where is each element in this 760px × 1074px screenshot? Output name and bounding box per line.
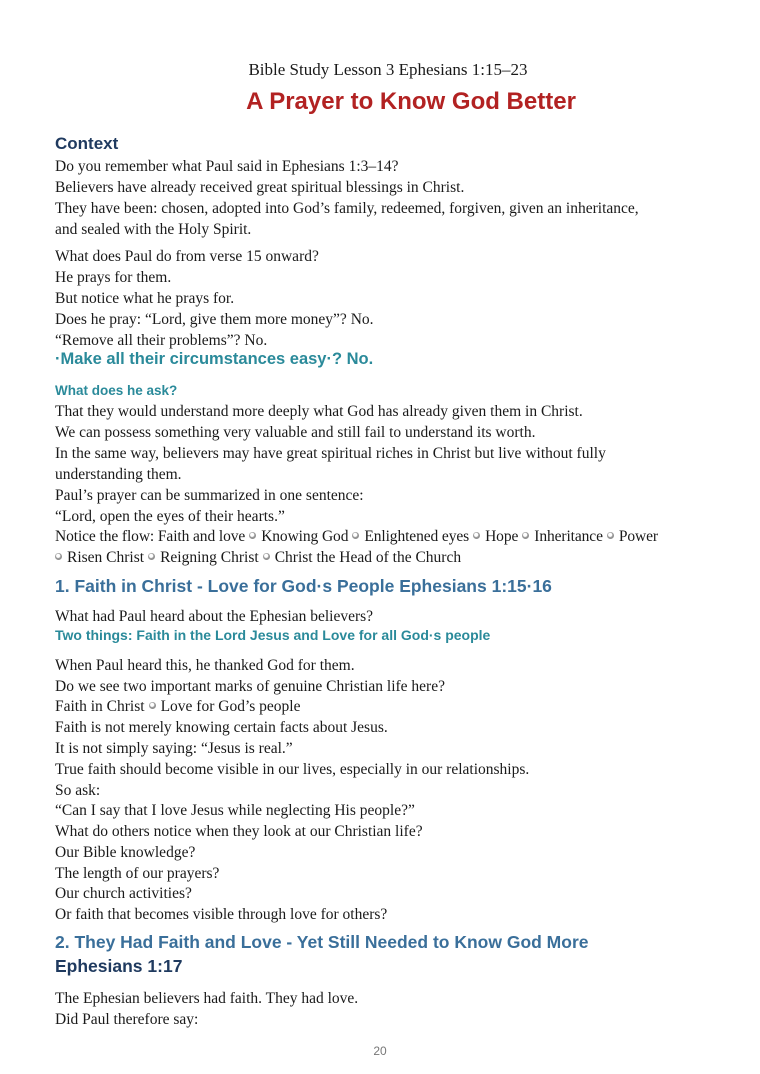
page-title: A Prayer to Know God Better bbox=[246, 88, 576, 115]
section1-line: When Paul heard this, he thanked God for them. bbox=[55, 657, 355, 674]
context-line: They have been: chosen, adopted into God’s family, redeemed, forgiven, given an inheritance, bbox=[55, 200, 639, 217]
section1-line: Faith is not merely knowing certain facts about Jesus. bbox=[55, 719, 388, 736]
section1-line: Do we see two important marks of genuine Christian life here? bbox=[55, 678, 445, 695]
flow-item: Enlightened eyes bbox=[364, 528, 470, 545]
bullet-icon bbox=[148, 553, 155, 560]
section2-line: The Ephesian believers had faith. They had love. bbox=[55, 990, 359, 1007]
ask-line: Paul’s prayer can be summarized in one sentence: bbox=[55, 487, 364, 504]
bullet-icon bbox=[263, 553, 270, 560]
context-line: Do you remember what Paul said in Ephesians 1:3–14? bbox=[55, 158, 399, 175]
section1-line: Or faith that becomes visible through love for others? bbox=[55, 906, 388, 923]
context-line: What does Paul do from verse 15 onward? bbox=[55, 248, 319, 265]
context-heading: Context bbox=[55, 134, 119, 153]
section1-line: The length of our prayers? bbox=[55, 865, 220, 882]
section1-answer: Two things: Faith in the Lord Jesus and Love for all God·s people bbox=[55, 627, 491, 643]
flow-line bbox=[55, 526, 658, 547]
section1-line: It is not simply saying: “Jesus is real.” bbox=[55, 740, 293, 757]
bullet-icon bbox=[473, 532, 480, 539]
section1-line: What do others notice when they look at our Christian life? bbox=[55, 823, 423, 840]
section1-line: True faith should become visible in our lives, especially in our relationships. bbox=[55, 761, 530, 778]
ask-line: That they would understand more deeply what God has already given them in Christ. bbox=[55, 403, 583, 420]
ask-line: “Lord, open the eyes of their hearts.” bbox=[55, 508, 285, 525]
bullet-icon bbox=[607, 532, 614, 539]
flow-item: Knowing God bbox=[261, 528, 349, 545]
bullet-icon bbox=[149, 702, 156, 709]
flow-item: Inheritance bbox=[534, 528, 603, 545]
flow-label: Notice the flow: Faith and love bbox=[55, 528, 246, 545]
flow-line bbox=[55, 547, 461, 568]
ask-heading: What does he ask? bbox=[55, 383, 178, 398]
context-line: Believers have already received great spiritual blessings in Christ. bbox=[55, 179, 465, 196]
context-line: But notice what he prays for. bbox=[55, 290, 235, 307]
section1-line: “Can I say that I love Jesus while neglecting His people?” bbox=[55, 802, 415, 819]
ask-line: We can possess something very valuable and still fail to understand its worth. bbox=[55, 424, 536, 441]
bullet-icon bbox=[522, 532, 529, 539]
flow-item: Power bbox=[618, 528, 658, 545]
section1-heading: 1. Faith in Christ - Love for God·s People Ephesians 1:15·16 bbox=[55, 576, 552, 596]
bullet-icon bbox=[352, 532, 359, 539]
pair-love: Love for God’s people bbox=[160, 698, 301, 715]
bullet-icon bbox=[55, 553, 62, 560]
flow-item: Christ the Head of the Church bbox=[274, 549, 462, 566]
flow-item: Risen Christ bbox=[67, 549, 145, 566]
section2-subheading: Ephesians 1:17 bbox=[55, 956, 183, 976]
lesson-subtitle: Bible Study Lesson 3 Ephesians 1:15–23 bbox=[248, 60, 528, 79]
bullet-icon bbox=[249, 532, 256, 539]
section2-heading: 2. They Had Faith and Love - Yet Still Needed to Know God More bbox=[55, 932, 589, 952]
context-line: and sealed with the Holy Spirit. bbox=[55, 221, 252, 238]
section1-line: Our church activities? bbox=[55, 885, 192, 902]
section1-line: Our Bible knowledge? bbox=[55, 844, 196, 861]
page-number: 20 bbox=[373, 1044, 387, 1058]
section1-question: What had Paul heard about the Ephesian believers? bbox=[55, 608, 374, 625]
context-line: “Remove all their problems”? No. bbox=[55, 332, 268, 349]
ask-line: In the same way, believers may have great spiritual riches in Christ but live without fully bbox=[55, 445, 606, 462]
flow-item: Hope bbox=[485, 528, 519, 545]
section1-pair bbox=[55, 696, 300, 717]
context-highlight: ·Make all their circumstances easy·? No. bbox=[55, 350, 374, 368]
section2-line: Did Paul therefore say: bbox=[55, 1011, 199, 1028]
context-line: Does he pray: “Lord, give them more money”? No. bbox=[55, 311, 374, 328]
flow-item: Reigning Christ bbox=[160, 549, 259, 566]
section1-line: So ask: bbox=[55, 782, 101, 799]
ask-line: understanding them. bbox=[55, 466, 182, 483]
pair-faith: Faith in Christ bbox=[55, 698, 145, 715]
context-line: He prays for them. bbox=[55, 269, 172, 286]
